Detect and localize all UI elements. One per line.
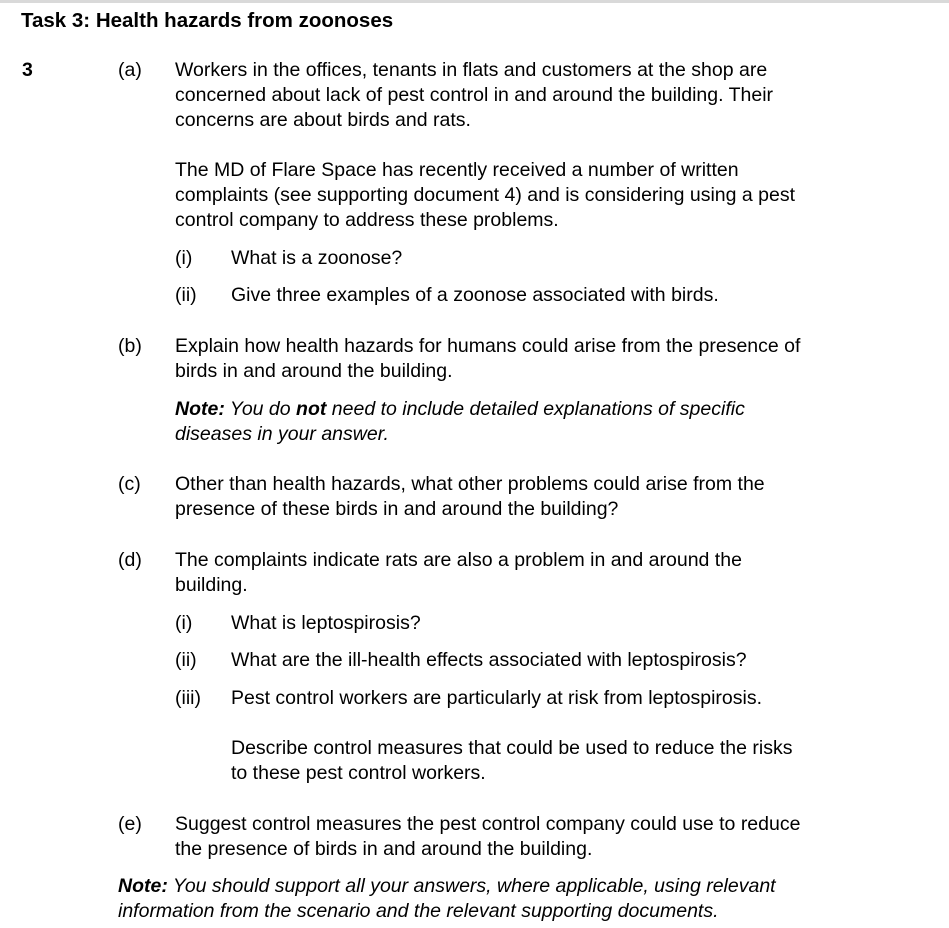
question-number: 3 [22,59,33,81]
part-e-label: (e) [118,813,142,835]
part-b-label: (b) [118,335,142,357]
part-d-paragraph: The complaints indicate rats are also a problem in and around the building. [175,549,742,596]
part-d-ii-text: What are the ill-health effects associated with leptospirosis? [231,649,747,671]
page-title: Task 3: Health hazards from zoonoses [21,9,394,32]
part-c-paragraph: Other than health hazards, what other problems could arise from the presence of these birds in and around the building? [175,473,765,520]
part-e-paragraph: Suggest control measures the pest control company could use to reduce the presence of birds in and around the building. [175,813,801,860]
part-a-i-label: (i) [175,247,193,269]
part-a-ii-text: Give three examples of a zoonose associated with birds. [231,284,719,306]
part-a-label: (a) [118,59,142,81]
part-d-iii-extra: Describe control measures that could be used to reduce the risks to these pest control workers. [231,737,793,784]
part-b-note: Note: You do not need to include detailed explanations of specific diseases in your answer. [175,398,745,445]
part-d-i-text: What is leptospirosis? [231,612,421,634]
final-note: Note: You should support all your answers, where applicable, using relevant information from the scenario and the relevant supporting documents. [118,875,776,922]
part-d-iii-text: Pest control workers are particularly at risk from leptospirosis. [231,687,763,709]
part-d-ii-label: (ii) [175,649,197,671]
part-b-paragraph: Explain how health hazards for humans could arise from the presence of birds in and around the building. [175,335,801,382]
part-a-ii-label: (ii) [175,284,197,306]
top-border [0,0,949,3]
part-d-i-label: (i) [175,612,193,634]
part-d-iii-label: (iii) [175,687,201,709]
part-a-paragraph-2: The MD of Flare Space has recently received a number of written complaints (see supporting document 4) and is considering using a pest control company to address these problems. [175,159,796,231]
part-a-paragraph-1: Workers in the offices, tenants in flats and customers at the shop are concerned about lack of pest control in and around the building. Their concerns are about birds and rats. [175,59,774,131]
part-d-label: (d) [118,549,142,571]
part-a-i-text: What is a zoonose? [231,247,403,269]
part-c-label: (c) [118,473,141,495]
